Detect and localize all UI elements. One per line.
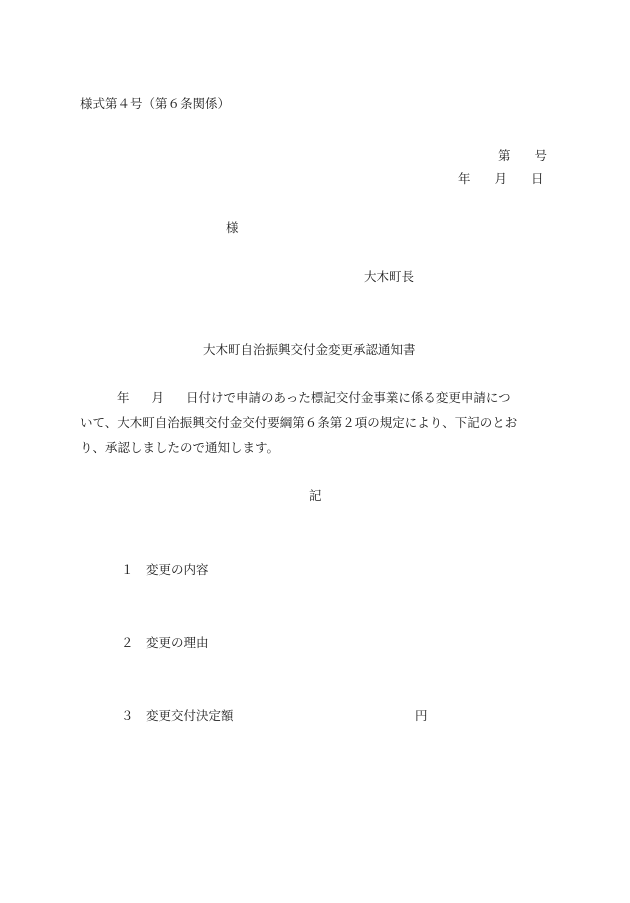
number-prefix: 第 — [498, 148, 511, 163]
item-number: １ — [121, 562, 134, 577]
list-item — [121, 710, 234, 723]
amount-unit: 円 — [415, 708, 428, 723]
item-label: 変更の理由 — [146, 635, 209, 650]
date-day: 日 — [531, 171, 544, 186]
item-number: ２ — [121, 635, 134, 650]
list-item — [121, 637, 209, 650]
document-number — [498, 150, 547, 163]
document-date — [458, 173, 544, 186]
recipient-honorific: 様 — [226, 220, 239, 235]
item-label: 変更の内容 — [146, 562, 209, 577]
body-year: 年 — [117, 390, 130, 405]
item-number: ３ — [121, 708, 134, 723]
ki-heading: 記 — [309, 488, 322, 503]
number-suffix: 号 — [534, 148, 548, 163]
date-month: 月 — [494, 171, 508, 186]
body-line-1-text: 日付けで申請のあった標記交付金事業に係る変更申請につ — [186, 390, 511, 405]
body-line: り、承認しましたので通知します。 — [80, 440, 280, 455]
sender-name: 大木町長 — [364, 269, 415, 284]
body-month: 月 — [151, 390, 165, 405]
document-title: 大木町自治振興交付金変更承認通知書 — [203, 342, 416, 357]
body-line — [80, 392, 511, 405]
body-line: いて、大木町自治振興交付金交付要綱第６条第２項の規定により、下記のとお — [80, 415, 518, 430]
list-item — [121, 564, 209, 577]
date-year: 年 — [458, 171, 471, 186]
form-label: 様式第４号（第６条関係） — [80, 96, 231, 111]
item-label: 変更交付決定額 — [146, 708, 234, 723]
